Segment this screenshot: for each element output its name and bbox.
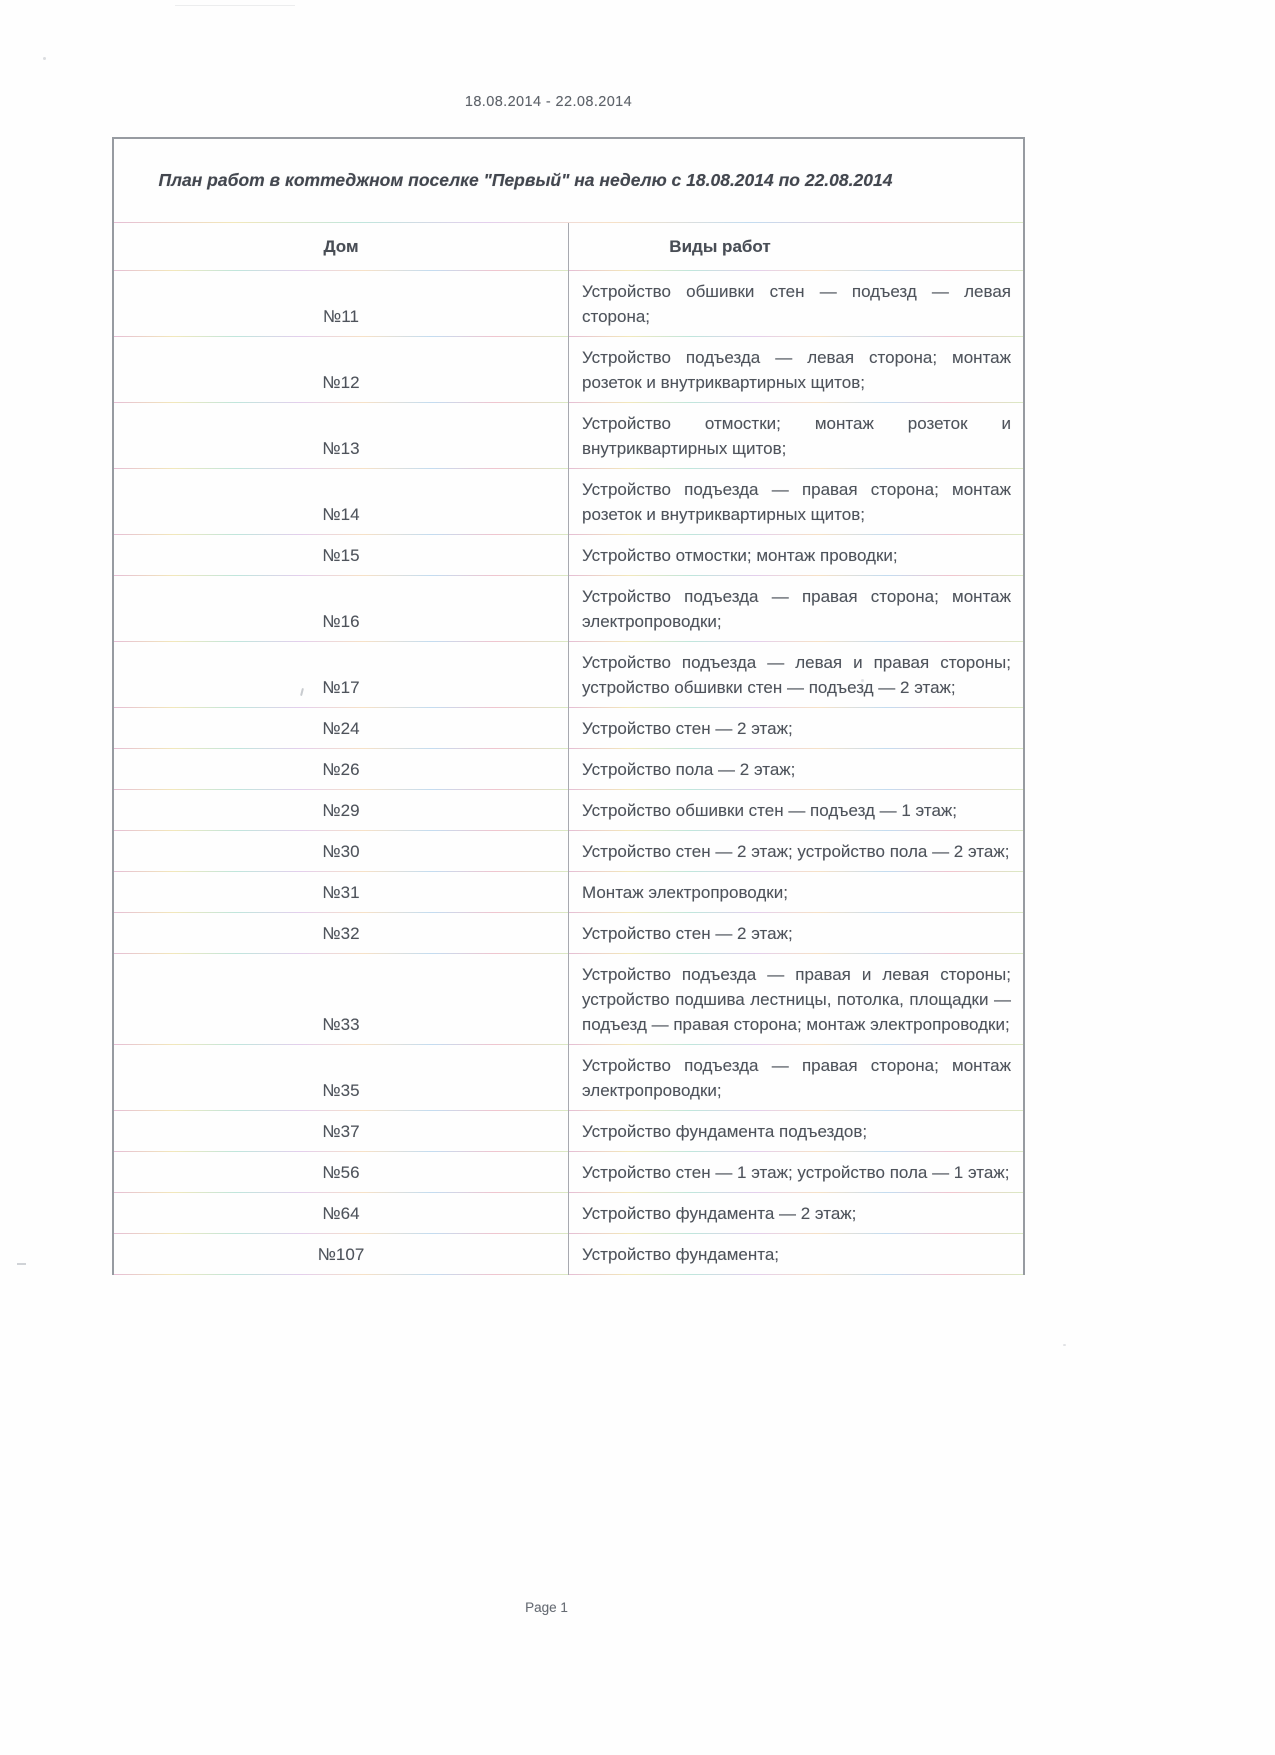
- table-row: [114, 576, 1023, 642]
- works-cell: Устройство подъезда — левая и правая стороны; устройство обшивки стен — подъезд — 2 этаж;: [569, 642, 1024, 708]
- works-cell: Устройство стен — 1 этаж; устройство пола — 1 этаж;: [569, 1152, 1024, 1193]
- scan-artifact: [43, 57, 46, 60]
- table-row: [114, 831, 1023, 872]
- works-cell: Устройство обшивки стен — подъезд — 1 этаж;: [569, 790, 1024, 831]
- house-cell: №31: [114, 872, 569, 913]
- works-cell: Монтаж электропроводки;: [569, 872, 1024, 913]
- house-cell: №14: [114, 469, 569, 535]
- house-cell: №11: [114, 271, 569, 337]
- house-cell: №37: [114, 1111, 569, 1152]
- house-cell: №26: [114, 749, 569, 790]
- works-cell: Устройство подъезда — левая сторона; монтаж розеток и внутриквартирных щитов;: [569, 337, 1024, 403]
- scan-artifact: [861, 679, 864, 682]
- scan-artifact: [17, 1263, 26, 1265]
- house-cell: №17: [114, 642, 569, 708]
- table-row: [114, 535, 1023, 576]
- works-cell: Устройство стен — 2 этаж; устройство пола — 2 этаж;: [569, 831, 1024, 872]
- table-row: [114, 1111, 1023, 1152]
- works-cell: Устройство пола — 2 этаж;: [569, 749, 1024, 790]
- works-cell: Устройство подъезда — правая сторона; монтаж электропроводки;: [569, 576, 1024, 642]
- table-row: [114, 337, 1023, 403]
- table-row: [114, 872, 1023, 913]
- page-header-date: 18.08.2014 - 22.08.2014: [464, 94, 633, 110]
- table-row: [114, 1234, 1023, 1275]
- house-cell: №13: [114, 403, 569, 469]
- house-cell: №64: [114, 1193, 569, 1234]
- table-row: [114, 1193, 1023, 1234]
- work-table-head: [114, 139, 1023, 271]
- table-row: [114, 708, 1023, 749]
- table-row: [114, 1152, 1023, 1193]
- works-cell: Устройство подъезда — правая сторона; монтаж розеток и внутриквартирных щитов;: [569, 469, 1024, 535]
- house-cell: №16: [114, 576, 569, 642]
- column-header-house: Дом: [114, 223, 569, 271]
- works-cell: Устройство подъезда — правая и левая стороны; устройство подшива лестницы, потолка, площадки — подъезд — правая сторона; монтаж электропроводки;: [569, 954, 1024, 1045]
- house-cell: №35: [114, 1045, 569, 1111]
- column-header-row: [114, 223, 1023, 271]
- house-cell: №56: [114, 1152, 569, 1193]
- house-cell: №32: [114, 913, 569, 954]
- house-cell: №107: [114, 1234, 569, 1275]
- works-cell: Устройство обшивки стен — подъезд — левая сторона;: [569, 271, 1024, 337]
- column-header-works: Виды работ: [569, 223, 1024, 271]
- house-cell: №24: [114, 708, 569, 749]
- works-cell: Устройство стен — 2 этаж;: [569, 708, 1024, 749]
- works-cell: Устройство отмостки; монтаж проводки;: [569, 535, 1024, 576]
- table-row: [114, 954, 1023, 1045]
- work-plan-table: [114, 139, 1023, 1275]
- works-cell: Устройство фундамента — 2 этаж;: [569, 1193, 1024, 1234]
- title-row: [114, 139, 1023, 223]
- work-plan-table-frame: [112, 137, 1025, 1275]
- works-cell: Устройство стен — 2 этаж;: [569, 913, 1024, 954]
- table-row: [114, 403, 1023, 469]
- table-row: [114, 749, 1023, 790]
- table-row: [114, 1045, 1023, 1111]
- table-row: [114, 913, 1023, 954]
- table-row: [114, 790, 1023, 831]
- house-cell: №30: [114, 831, 569, 872]
- house-cell: №12: [114, 337, 569, 403]
- house-cell: №29: [114, 790, 569, 831]
- works-cell: Устройство фундамента подъездов;: [569, 1111, 1024, 1152]
- house-cell: №33: [114, 954, 569, 1045]
- works-cell: Устройство подъезда — правая сторона; монтаж электропроводки;: [569, 1045, 1024, 1111]
- works-cell: Устройство фундамента;: [569, 1234, 1024, 1275]
- works-cell: Устройство отмостки; монтаж розеток и внутриквартирных щитов;: [569, 403, 1024, 469]
- table-row: [114, 271, 1023, 337]
- scan-artifact: [175, 5, 295, 6]
- work-table-body: [114, 271, 1023, 1275]
- page-number: Page 1: [525, 1600, 568, 1615]
- house-cell: №15: [114, 535, 569, 576]
- table-row: [114, 469, 1023, 535]
- table-row: [114, 642, 1023, 708]
- scan-artifact: [1063, 1344, 1066, 1346]
- document-title: План работ в коттеджном поселке "Первый" на неделю с 18.08.2014 по 22.08.2014: [114, 139, 1023, 223]
